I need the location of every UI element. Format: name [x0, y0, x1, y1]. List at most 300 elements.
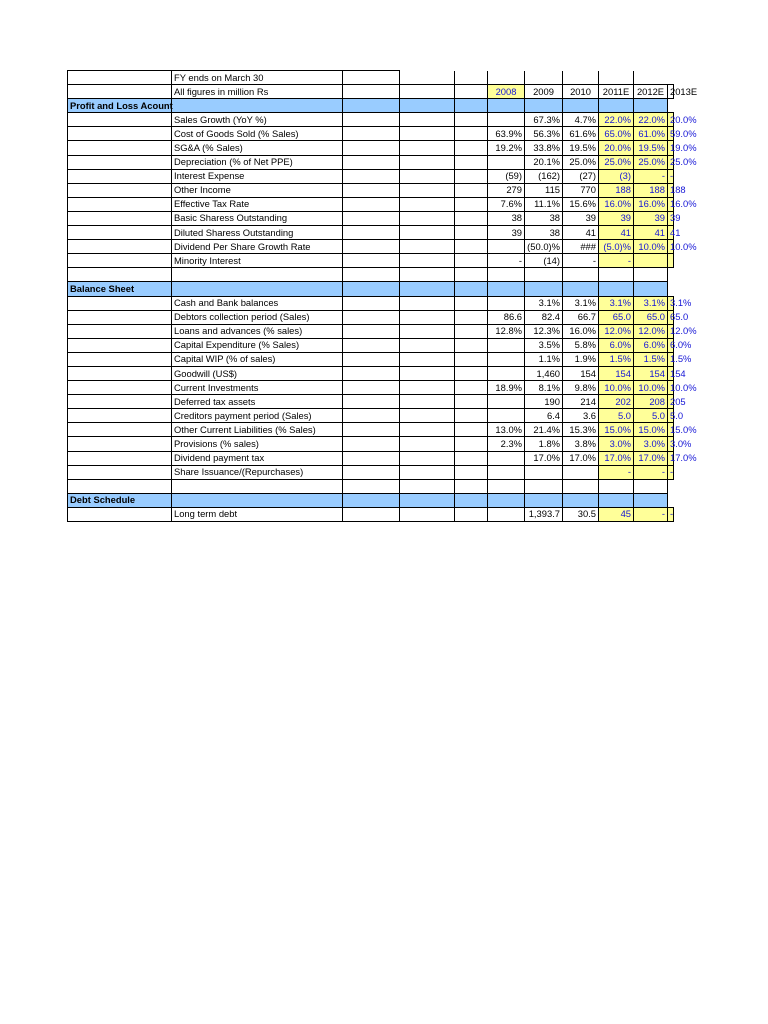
year-2013e-header[interactable]: 2013E — [668, 85, 674, 99]
cell[interactable] — [455, 211, 488, 225]
cell[interactable] — [488, 479, 525, 493]
row-label[interactable]: Interest Expense — [172, 169, 343, 183]
cell[interactable] — [455, 507, 488, 521]
cell[interactable] — [68, 183, 172, 197]
value-cell[interactable]: 202 — [599, 395, 634, 409]
cell[interactable] — [455, 141, 488, 155]
cell[interactable] — [343, 409, 400, 423]
value-cell[interactable]: 82.4 — [525, 310, 563, 324]
row-label[interactable]: Provisions (% sales) — [172, 437, 343, 451]
row-label[interactable]: Cost of Goods Sold (% Sales) — [172, 127, 343, 141]
cell[interactable] — [599, 493, 634, 507]
cell[interactable] — [400, 479, 455, 493]
row-label[interactable]: Current Investments — [172, 381, 343, 395]
cell[interactable] — [563, 282, 599, 296]
value-cell[interactable]: (5.0)% — [599, 240, 634, 254]
value-cell[interactable] — [488, 409, 525, 423]
cell[interactable] — [455, 352, 488, 366]
value-cell[interactable]: - — [668, 465, 674, 479]
value-cell[interactable]: 56.3% — [525, 127, 563, 141]
value-cell[interactable]: - — [563, 254, 599, 268]
row-label[interactable]: Goodwill (US$) — [172, 366, 343, 380]
cell[interactable] — [172, 479, 343, 493]
value-cell[interactable]: 41 — [634, 226, 668, 240]
value-cell[interactable]: ### — [563, 240, 599, 254]
cell[interactable] — [68, 169, 172, 183]
value-cell[interactable]: 22.0% — [599, 113, 634, 127]
cell[interactable] — [455, 85, 488, 99]
value-cell[interactable]: 1.5% — [668, 352, 674, 366]
value-cell[interactable] — [488, 338, 525, 352]
cell[interactable] — [68, 479, 172, 493]
cell[interactable] — [400, 113, 455, 127]
value-cell[interactable]: 3.0% — [668, 437, 674, 451]
cell[interactable] — [343, 423, 400, 437]
value-cell[interactable]: 20.0% — [668, 113, 674, 127]
cell[interactable] — [488, 99, 525, 113]
value-cell[interactable]: 6.0% — [634, 338, 668, 352]
cell[interactable] — [68, 310, 172, 324]
value-cell[interactable]: 38 — [525, 226, 563, 240]
value-cell[interactable] — [488, 296, 525, 310]
cell[interactable] — [68, 324, 172, 338]
year-2009-header[interactable]: 2009 — [525, 85, 563, 99]
cell[interactable] — [400, 338, 455, 352]
value-cell[interactable]: - — [599, 254, 634, 268]
value-cell[interactable]: 3.1% — [599, 296, 634, 310]
cell[interactable] — [343, 268, 400, 282]
value-cell[interactable] — [563, 465, 599, 479]
cell[interactable] — [172, 493, 343, 507]
cell[interactable] — [343, 226, 400, 240]
value-cell[interactable]: 1.8% — [525, 437, 563, 451]
value-cell[interactable]: 25.0% — [634, 155, 668, 169]
value-cell[interactable]: 41 — [563, 226, 599, 240]
value-cell[interactable]: (3) — [599, 169, 634, 183]
value-cell[interactable]: 205 — [668, 395, 674, 409]
cell[interactable] — [172, 268, 343, 282]
cell[interactable] — [400, 268, 455, 282]
cell[interactable] — [455, 324, 488, 338]
value-cell[interactable]: 18.9% — [488, 381, 525, 395]
cell[interactable] — [634, 493, 668, 507]
value-cell[interactable]: 115 — [525, 183, 563, 197]
value-cell[interactable]: 10.0% — [634, 240, 668, 254]
value-cell[interactable]: 190 — [525, 395, 563, 409]
value-cell[interactable]: 5.8% — [563, 338, 599, 352]
row-label[interactable]: Dividend Per Share Growth Rate — [172, 240, 343, 254]
value-cell[interactable]: 154 — [668, 366, 674, 380]
cell[interactable] — [68, 254, 172, 268]
value-cell[interactable]: 38 — [488, 211, 525, 225]
cell[interactable] — [68, 268, 172, 282]
cell[interactable] — [400, 296, 455, 310]
value-cell[interactable]: 30.5 — [563, 507, 599, 521]
cell[interactable] — [455, 226, 488, 240]
row-label[interactable]: Effective Tax Rate — [172, 197, 343, 211]
value-cell[interactable]: 4.7% — [563, 113, 599, 127]
value-cell[interactable]: - — [668, 507, 674, 521]
cell[interactable] — [455, 127, 488, 141]
value-cell[interactable]: 12.0% — [668, 324, 674, 338]
value-cell[interactable]: 279 — [488, 183, 525, 197]
row-label[interactable]: Minority Interest — [172, 254, 343, 268]
value-cell[interactable]: - — [634, 465, 668, 479]
cell[interactable] — [343, 395, 400, 409]
value-cell[interactable]: 1.9% — [563, 352, 599, 366]
cell[interactable] — [343, 352, 400, 366]
value-cell[interactable]: - — [634, 507, 668, 521]
cell[interactable] — [634, 71, 668, 85]
row-label[interactable]: Capital Expenditure (% Sales) — [172, 338, 343, 352]
cell[interactable] — [525, 71, 563, 85]
value-cell[interactable]: 19.2% — [488, 141, 525, 155]
cell[interactable] — [634, 479, 668, 493]
cell[interactable] — [343, 211, 400, 225]
value-cell[interactable]: 19.5% — [634, 141, 668, 155]
value-cell[interactable]: 3.1% — [563, 296, 599, 310]
value-cell[interactable] — [525, 465, 563, 479]
row-label[interactable]: Other Income — [172, 183, 343, 197]
value-cell[interactable]: 59.0% — [668, 127, 674, 141]
value-cell[interactable]: 16.0% — [599, 197, 634, 211]
cell[interactable] — [634, 268, 668, 282]
cell[interactable] — [525, 493, 563, 507]
cell[interactable] — [599, 268, 634, 282]
value-cell[interactable]: 15.0% — [634, 423, 668, 437]
cell[interactable] — [455, 310, 488, 324]
value-cell[interactable]: 6.0% — [599, 338, 634, 352]
value-cell[interactable]: 770 — [563, 183, 599, 197]
row-label[interactable]: SG&A (% Sales) — [172, 141, 343, 155]
cell[interactable] — [68, 366, 172, 380]
row-label[interactable]: Creditors payment period (Sales) — [172, 409, 343, 423]
value-cell[interactable]: 39 — [668, 211, 674, 225]
cell[interactable] — [343, 155, 400, 169]
cell[interactable] — [343, 324, 400, 338]
row-label[interactable]: Capital WIP (% of sales) — [172, 352, 343, 366]
cell[interactable] — [525, 268, 563, 282]
value-cell[interactable]: 41 — [599, 226, 634, 240]
value-cell[interactable]: 6.4 — [525, 409, 563, 423]
value-cell[interactable] — [488, 113, 525, 127]
value-cell[interactable]: 3.1% — [668, 296, 674, 310]
value-cell[interactable] — [488, 352, 525, 366]
year-2011e-header[interactable]: 2011E — [599, 85, 634, 99]
cell[interactable] — [488, 282, 525, 296]
cell[interactable] — [68, 211, 172, 225]
value-cell[interactable]: (50.0)% — [525, 240, 563, 254]
value-cell[interactable]: 25.0% — [563, 155, 599, 169]
cell[interactable] — [68, 155, 172, 169]
cell[interactable] — [400, 240, 455, 254]
value-cell[interactable]: 3.0% — [634, 437, 668, 451]
value-cell[interactable]: 39 — [599, 211, 634, 225]
cell[interactable] — [343, 85, 400, 99]
value-cell[interactable]: 1,393.7 — [525, 507, 563, 521]
value-cell[interactable]: 65.0% — [599, 127, 634, 141]
cell[interactable] — [400, 381, 455, 395]
value-cell[interactable]: 7.6% — [488, 197, 525, 211]
cell[interactable] — [455, 296, 488, 310]
cell[interactable] — [488, 268, 525, 282]
value-cell[interactable]: 12.0% — [634, 324, 668, 338]
row-label[interactable]: Loans and advances (% sales) — [172, 324, 343, 338]
value-cell[interactable]: 16.0% — [563, 324, 599, 338]
cell[interactable] — [455, 493, 488, 507]
value-cell[interactable]: 19.0% — [668, 141, 674, 155]
year-2012e-header[interactable]: 2012E — [634, 85, 668, 99]
value-cell[interactable]: 21.4% — [525, 423, 563, 437]
value-cell[interactable]: 17.0% — [634, 451, 668, 465]
fy-label[interactable]: FY ends on March 30 — [172, 71, 343, 85]
cell[interactable] — [488, 493, 525, 507]
value-cell[interactable]: 25.0% — [668, 155, 674, 169]
cell[interactable] — [455, 366, 488, 380]
value-cell[interactable]: 38 — [525, 211, 563, 225]
cell[interactable] — [400, 310, 455, 324]
value-cell[interactable]: 5.0 — [599, 409, 634, 423]
cell[interactable] — [400, 324, 455, 338]
value-cell[interactable]: 39 — [563, 211, 599, 225]
value-cell[interactable]: 214 — [563, 395, 599, 409]
value-cell[interactable]: 12.3% — [525, 324, 563, 338]
row-label[interactable]: Other Current Liabilities (% Sales) — [172, 423, 343, 437]
value-cell[interactable]: 3.8% — [563, 437, 599, 451]
cell[interactable] — [563, 493, 599, 507]
row-label[interactable]: Diluted Sharess Outstanding — [172, 226, 343, 240]
value-cell[interactable]: 20.1% — [525, 155, 563, 169]
value-cell[interactable]: 17.0% — [599, 451, 634, 465]
cell[interactable] — [400, 465, 455, 479]
cell[interactable] — [400, 282, 455, 296]
cell[interactable] — [455, 338, 488, 352]
value-cell[interactable]: 1,460 — [525, 366, 563, 380]
cell[interactable] — [400, 395, 455, 409]
value-cell[interactable]: 22.0% — [634, 113, 668, 127]
cell[interactable] — [68, 423, 172, 437]
value-cell[interactable]: 65.0 — [599, 310, 634, 324]
cell[interactable] — [634, 282, 668, 296]
cell[interactable] — [343, 493, 400, 507]
value-cell[interactable]: 41 — [668, 226, 674, 240]
cell[interactable] — [343, 254, 400, 268]
cell[interactable] — [455, 465, 488, 479]
cell[interactable] — [68, 141, 172, 155]
cell[interactable] — [343, 296, 400, 310]
cell[interactable] — [455, 113, 488, 127]
value-cell[interactable]: - — [668, 169, 674, 183]
cell[interactable] — [68, 296, 172, 310]
cell[interactable] — [400, 423, 455, 437]
cell[interactable] — [563, 479, 599, 493]
cell[interactable] — [343, 71, 400, 85]
value-cell[interactable]: 10.0% — [668, 381, 674, 395]
value-cell[interactable]: 154 — [634, 366, 668, 380]
cell[interactable] — [563, 268, 599, 282]
cell[interactable] — [343, 479, 400, 493]
cell[interactable] — [400, 352, 455, 366]
cell[interactable] — [455, 197, 488, 211]
cell[interactable] — [343, 381, 400, 395]
value-cell[interactable]: 188 — [634, 183, 668, 197]
value-cell[interactable]: 45 — [599, 507, 634, 521]
cell[interactable] — [525, 99, 563, 113]
row-label[interactable]: Dividend payment tax — [172, 451, 343, 465]
value-cell[interactable]: 15.0% — [668, 423, 674, 437]
value-cell[interactable]: 61.6% — [563, 127, 599, 141]
value-cell[interactable]: 61.0% — [634, 127, 668, 141]
section-title[interactable]: Debt Schedule — [68, 493, 172, 507]
cell[interactable] — [525, 282, 563, 296]
cell[interactable] — [400, 169, 455, 183]
value-cell[interactable]: 19.5% — [563, 141, 599, 155]
value-cell[interactable]: 154 — [563, 366, 599, 380]
cell[interactable] — [343, 437, 400, 451]
value-cell[interactable]: 208 — [634, 395, 668, 409]
cell[interactable] — [400, 197, 455, 211]
row-label[interactable]: Long term debt — [172, 507, 343, 521]
cell[interactable] — [68, 352, 172, 366]
cell[interactable] — [455, 183, 488, 197]
value-cell[interactable]: 3.0% — [599, 437, 634, 451]
value-cell[interactable] — [488, 155, 525, 169]
value-cell[interactable]: 10.0% — [599, 381, 634, 395]
cell[interactable] — [400, 183, 455, 197]
cell[interactable] — [343, 366, 400, 380]
cell[interactable] — [400, 409, 455, 423]
value-cell[interactable]: 188 — [599, 183, 634, 197]
value-cell[interactable]: 3.1% — [634, 296, 668, 310]
cell[interactable] — [68, 451, 172, 465]
value-cell[interactable]: 5.0 — [634, 409, 668, 423]
cell[interactable] — [488, 71, 525, 85]
section-title[interactable]: Balance Sheet — [68, 282, 172, 296]
value-cell[interactable]: 13.0% — [488, 423, 525, 437]
cell[interactable] — [172, 99, 343, 113]
value-cell[interactable]: 63.9% — [488, 127, 525, 141]
value-cell[interactable]: 66.7 — [563, 310, 599, 324]
cell[interactable] — [455, 409, 488, 423]
value-cell[interactable]: 65.0 — [668, 310, 674, 324]
cell[interactable] — [455, 395, 488, 409]
cell[interactable] — [68, 507, 172, 521]
cell[interactable] — [455, 71, 488, 85]
cell[interactable] — [400, 141, 455, 155]
value-cell[interactable]: 39 — [488, 226, 525, 240]
cell[interactable] — [343, 338, 400, 352]
cell[interactable] — [343, 310, 400, 324]
row-label[interactable]: Share Issuance/(Repurchases) — [172, 465, 343, 479]
cell[interactable] — [68, 85, 172, 99]
cell[interactable] — [68, 338, 172, 352]
value-cell[interactable] — [634, 254, 668, 268]
value-cell[interactable]: 86.6 — [488, 310, 525, 324]
cell[interactable] — [563, 99, 599, 113]
cell[interactable] — [343, 127, 400, 141]
value-cell[interactable]: 3.5% — [525, 338, 563, 352]
cell[interactable] — [68, 197, 172, 211]
cell[interactable] — [343, 465, 400, 479]
units-label[interactable]: All figures in million Rs — [172, 85, 343, 99]
cell[interactable] — [343, 183, 400, 197]
cell[interactable] — [343, 169, 400, 183]
value-cell[interactable]: 10.0% — [668, 240, 674, 254]
cell[interactable] — [599, 479, 634, 493]
cell[interactable] — [400, 226, 455, 240]
value-cell[interactable]: 8.1% — [525, 381, 563, 395]
value-cell[interactable]: (14) — [525, 254, 563, 268]
value-cell[interactable]: 15.3% — [563, 423, 599, 437]
cell[interactable] — [343, 240, 400, 254]
year-2008-header[interactable]: 2008 — [488, 85, 525, 99]
value-cell[interactable] — [488, 395, 525, 409]
value-cell[interactable]: 2.3% — [488, 437, 525, 451]
value-cell[interactable]: 65.0 — [634, 310, 668, 324]
value-cell[interactable] — [488, 240, 525, 254]
cell[interactable] — [400, 155, 455, 169]
cell[interactable] — [563, 71, 599, 85]
cell[interactable] — [68, 381, 172, 395]
cell[interactable] — [455, 479, 488, 493]
value-cell[interactable]: 6.0% — [668, 338, 674, 352]
cell[interactable] — [455, 99, 488, 113]
cell[interactable] — [400, 437, 455, 451]
cell[interactable] — [68, 240, 172, 254]
cell[interactable] — [455, 437, 488, 451]
cell[interactable] — [68, 226, 172, 240]
value-cell[interactable]: 67.3% — [525, 113, 563, 127]
cell[interactable] — [343, 113, 400, 127]
value-cell[interactable]: 33.8% — [525, 141, 563, 155]
value-cell[interactable]: 15.6% — [563, 197, 599, 211]
row-label[interactable]: Basic Sharess Outstanding — [172, 211, 343, 225]
value-cell[interactable]: 17.0% — [668, 451, 674, 465]
value-cell[interactable]: 9.8% — [563, 381, 599, 395]
cell[interactable] — [455, 169, 488, 183]
cell[interactable] — [455, 254, 488, 268]
cell[interactable] — [400, 507, 455, 521]
value-cell[interactable]: 11.1% — [525, 197, 563, 211]
cell[interactable] — [400, 127, 455, 141]
value-cell[interactable]: (27) — [563, 169, 599, 183]
value-cell[interactable]: 154 — [599, 366, 634, 380]
cell[interactable] — [343, 451, 400, 465]
value-cell[interactable]: 12.8% — [488, 324, 525, 338]
row-label[interactable]: Sales Growth (YoY %) — [172, 113, 343, 127]
row-label[interactable]: Deferred tax assets — [172, 395, 343, 409]
cell[interactable] — [455, 423, 488, 437]
cell[interactable] — [455, 155, 488, 169]
value-cell[interactable]: 10.0% — [634, 381, 668, 395]
cell[interactable] — [525, 479, 563, 493]
cell[interactable] — [455, 451, 488, 465]
row-label[interactable]: Debtors collection period (Sales) — [172, 310, 343, 324]
value-cell[interactable]: (162) — [525, 169, 563, 183]
cell[interactable] — [343, 141, 400, 155]
cell[interactable] — [68, 71, 172, 85]
value-cell[interactable]: 188 — [668, 183, 674, 197]
cell[interactable] — [68, 113, 172, 127]
value-cell[interactable] — [488, 507, 525, 521]
value-cell[interactable] — [668, 254, 674, 268]
value-cell[interactable]: 3.1% — [525, 296, 563, 310]
cell[interactable] — [68, 127, 172, 141]
value-cell[interactable]: 1.1% — [525, 352, 563, 366]
cell[interactable] — [400, 366, 455, 380]
value-cell[interactable] — [488, 465, 525, 479]
cell[interactable] — [400, 99, 455, 113]
